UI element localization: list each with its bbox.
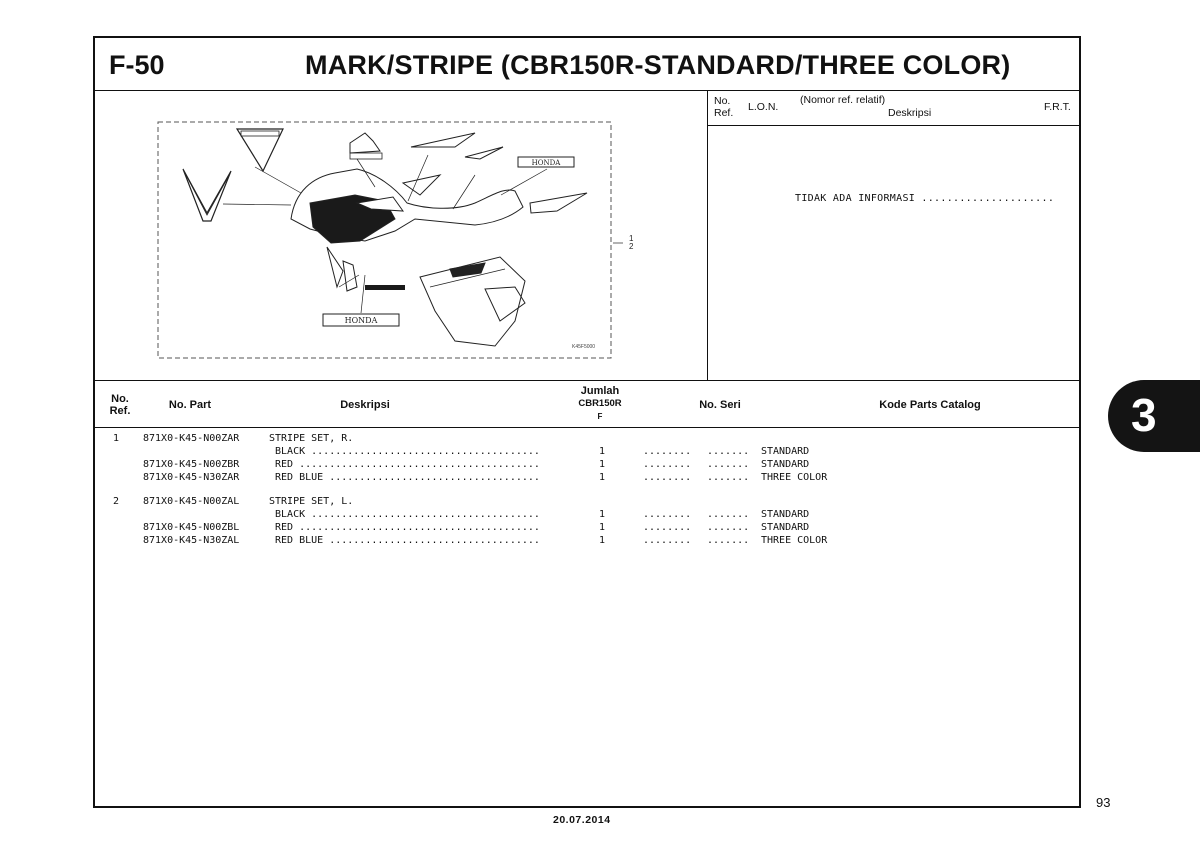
- row-dots: .......: [707, 446, 750, 457]
- row-description: STRIPE SET, R.: [269, 433, 354, 444]
- row-part-number: 871X0-K45-N00ZBR: [143, 459, 240, 470]
- col-kode-parts-catalog: Kode Parts Catalog: [879, 399, 981, 411]
- publication-date: 20.07.2014: [553, 814, 611, 826]
- row-ref: 1: [113, 433, 120, 444]
- row-part-number: 871X0-K45-N00ZAL: [143, 496, 240, 507]
- col-jumlah: Jumlah: [580, 385, 620, 397]
- lon-col-lon: L.O.N.: [748, 101, 779, 113]
- col-no-seri: No. Seri: [699, 399, 741, 411]
- row-qty: 1: [599, 522, 606, 533]
- lon-col-desc-line2: Deskripsi: [888, 107, 932, 119]
- shield-emblem: [237, 129, 283, 171]
- row-catalog-code: STANDARD: [761, 509, 810, 520]
- row-description: BLACK ......................................: [269, 446, 540, 457]
- row-qty: 1: [599, 535, 606, 546]
- page-code: F-50: [109, 50, 165, 80]
- row-description: RED ........................................: [269, 522, 540, 533]
- row-ref: 2: [113, 496, 120, 507]
- row-dots: .......: [707, 459, 750, 470]
- table-row: [95, 522, 1079, 535]
- row-dots: ........: [643, 459, 692, 470]
- logo-text: HONDA: [531, 159, 561, 167]
- table-row: [95, 446, 1079, 459]
- table-row: [95, 472, 1079, 485]
- stripe-piece: [411, 133, 475, 147]
- lon-col-no-line2: Ref.: [714, 107, 734, 119]
- row-part-number: 871X0-K45-N00ZAR: [143, 433, 240, 444]
- lon-col-desc-line1: (Nomor ref. relatif): [800, 94, 886, 106]
- page-header: [95, 38, 1079, 91]
- figure-code: K45F5000: [572, 344, 596, 350]
- table-row: [95, 496, 1079, 509]
- lon-col-no-line1: No.: [714, 95, 731, 107]
- row-qty: 1: [599, 472, 606, 483]
- row-dots: .......: [707, 535, 750, 546]
- row-dots: ........: [643, 522, 692, 533]
- table-row: [95, 433, 1079, 446]
- col-deskripsi: Deskripsi: [340, 399, 390, 411]
- page-title: MARK/STRIPE (CBR150R-STANDARD/THREE COLOR): [305, 50, 1011, 80]
- row-dots: .......: [707, 509, 750, 520]
- row-description: RED ........................................: [269, 459, 540, 470]
- stripe-piece: [465, 147, 503, 159]
- page-number: 93: [1096, 795, 1111, 810]
- row-qty: 1: [599, 459, 606, 470]
- col-model: CBR150R: [578, 398, 622, 409]
- upper-section: [95, 91, 1079, 381]
- table-row: [95, 535, 1079, 548]
- parts-table-header: [95, 381, 1079, 428]
- row-description: RED BLUE ...................................: [269, 472, 540, 483]
- black-bar-decal: [365, 285, 405, 290]
- row-catalog-code: STANDARD: [761, 446, 810, 457]
- section-tab-number: 3: [1131, 389, 1157, 441]
- table-row: [95, 509, 1079, 522]
- wing-logo: [350, 133, 380, 153]
- row-catalog-code: THREE COLOR: [761, 535, 828, 546]
- row-catalog-code: THREE COLOR: [761, 472, 828, 483]
- row-dots: .......: [707, 472, 750, 483]
- row-description: STRIPE SET, L.: [269, 496, 354, 507]
- row-dots: ........: [643, 446, 692, 457]
- col-no-ref-line2: Ref.: [109, 405, 131, 417]
- row-dots: ........: [643, 535, 692, 546]
- row-dots: ........: [643, 472, 692, 483]
- tail-stripe: [530, 193, 587, 213]
- row-dots: ........: [643, 509, 692, 520]
- no-information-text: TIDAK ADA INFORMASI .....................: [795, 193, 1055, 204]
- row-qty: 1: [599, 509, 606, 520]
- lon-col-frt: F.R.T.: [1044, 101, 1071, 113]
- row-description: BLACK ......................................: [269, 509, 540, 520]
- section-tab: [1108, 380, 1200, 452]
- exploded-diagram-area: [95, 91, 708, 380]
- row-part-number: 871X0-K45-N30ZAR: [143, 472, 240, 483]
- logo-text-large: HONDA: [344, 316, 378, 325]
- col-no-part: No. Part: [168, 399, 212, 411]
- row-catalog-code: STANDARD: [761, 522, 810, 533]
- stripe-illustration: [95, 91, 707, 379]
- row-description: RED BLUE ...................................: [269, 535, 540, 546]
- callout-1: 1: [629, 234, 634, 243]
- row-part-number: 871X0-K45-N00ZBL: [143, 522, 240, 533]
- row-part-number: 871X0-K45-N30ZAL: [143, 535, 240, 546]
- row-qty: 1: [599, 446, 606, 457]
- col-model-sub: F: [597, 412, 603, 421]
- col-no-ref-line1: No.: [111, 393, 129, 405]
- table-row: [95, 459, 1079, 472]
- lon-table-header: [708, 91, 1079, 126]
- row-dots: .......: [707, 522, 750, 533]
- catalog-page-frame: [93, 36, 1081, 808]
- lower-fairing-decal: [420, 257, 525, 346]
- front-v-decal: [183, 169, 231, 221]
- callout-2: 2: [629, 242, 634, 251]
- row-catalog-code: STANDARD: [761, 459, 810, 470]
